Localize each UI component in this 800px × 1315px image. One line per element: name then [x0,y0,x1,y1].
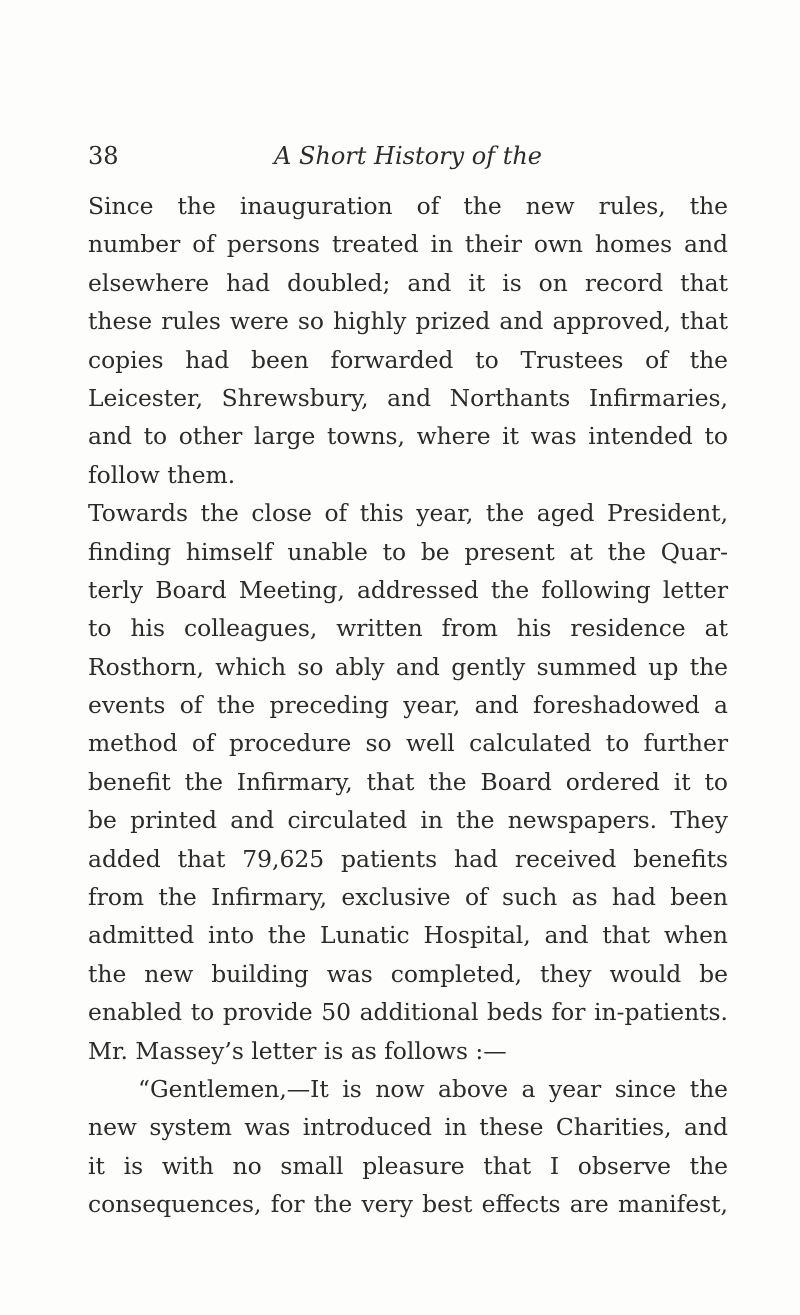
text-line: Leicester, Shrewsbury, and Northants Infirmaries, [88,383,728,412]
text-line: copies had been forwarded to Trustees of the [88,345,728,374]
text-line: terly Board Meeting, addressed the following letter [88,575,728,604]
text-line: Rosthorn, which so ably and gently summed up the [88,652,728,681]
text-line: number of persons treated in their own homes and [88,230,728,259]
text-line: be printed and circulated in the newspapers. They [88,806,728,835]
running-title: A Short History of the [274,142,542,170]
text-line: new system was introduced in these Charities, and [88,1113,728,1142]
text-line: the new building was completed, they would be [88,959,728,988]
text-line: to his colleagues, written from his residence at [88,614,728,643]
body-text [88,187,728,1224]
text-line: these rules were so highly prized and approved, that [88,307,728,336]
text-line: “Gentlemen,—It is now above a year since the [138,1074,728,1103]
text-line: finding himself unable to be present at the Quar- [88,537,728,566]
text-line: benefit the Infirmary, that the Board ordered it to [88,767,728,796]
text-line: method of procedure so well calculated to further [88,729,728,758]
text-line: added that 79,625 patients had received benefits [88,844,728,873]
running-head [88,136,728,176]
text-line: Towards the close of this year, the aged President, [88,499,728,528]
text-line: it is with no small pleasure that I observe the [88,1151,728,1180]
text-line: follow them. [88,460,236,489]
text-line: from the Infirmary, exclusive of such as had been [88,883,728,912]
text-line: and to other large towns, where it was intended to [88,422,728,451]
text-line: elsewhere had doubled; and it is on record that [88,268,728,297]
text-line: enabled to provide 50 additional beds for in-patients. [88,998,728,1027]
text-line: Mr. Massey’s letter is as follows :— [88,1036,507,1065]
text-line: consequences, for the very best effects are manifest, [88,1190,728,1219]
page-number: 38 [88,142,119,170]
text-line: admitted into the Lunatic Hospital, and that when [88,921,728,950]
text-line: events of the preceding year, and foreshadowed a [88,691,728,720]
text-line: Since the inauguration of the new rules, the [88,192,728,220]
